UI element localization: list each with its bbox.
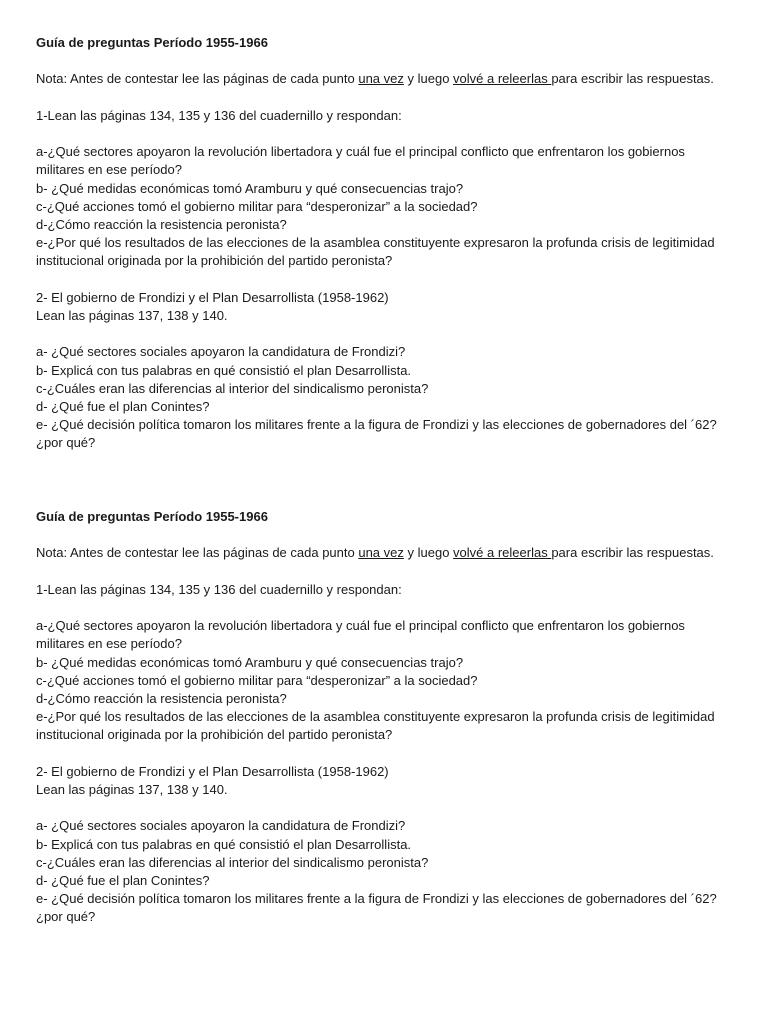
section2-question-b: b- Explicá con tus palabras en qué consistió el plan Desarrollista. bbox=[36, 362, 412, 378]
section2-question-a: a- ¿Qué sectores sociales apoyaron la candidatura de Frondizi? bbox=[36, 344, 406, 360]
note-underline-once: una vez bbox=[358, 71, 404, 87]
note-middle: y luego bbox=[403, 545, 454, 561]
note-suffix: para escribir las respuestas. bbox=[551, 71, 714, 87]
section1-question-a: a-¿Qué sectores apoyaron la revolución libertadora y cuál fue el principal conflicto que enfrentaron los gobiernos militares en ese período? bbox=[36, 144, 685, 178]
section1-question-d: d-¿Cómo reacción la resistencia peronista? bbox=[36, 216, 287, 232]
section1-intro: 1-Lean las páginas 134, 135 y 136 del cuadernillo y respondan: bbox=[36, 107, 402, 123]
note-prefix: Nota: Antes de contestar lee las páginas de cada punto bbox=[36, 71, 359, 87]
section2-heading: 2- El gobierno de Frondizi y el Plan Desarrollista (1958-1962) bbox=[36, 289, 389, 305]
guide-title: Guía de preguntas Período 1955-1966 bbox=[36, 35, 268, 50]
note-prefix: Nota: Antes de contestar lee las páginas de cada punto bbox=[36, 545, 359, 561]
section1-intro: 1-Lean las páginas 134, 135 y 136 del cuadernillo y respondan: bbox=[36, 581, 402, 597]
section1-question-c: c-¿Qué acciones tomó el gobierno militar para “desperonizar” a la sociedad? bbox=[36, 198, 478, 214]
guide-copy-1 bbox=[36, 34, 736, 453]
note-suffix: para escribir las respuestas. bbox=[551, 545, 714, 561]
section2-question-e: e- ¿Qué decisión política tomaron los militares frente a la figura de Frondizi y las elecciones de gobernadores del ´62? ¿por qué? bbox=[36, 417, 717, 451]
note-underline-reread: volvé a releerlas bbox=[453, 545, 552, 561]
section1-question-e: e-¿Por qué los resultados de las elecciones de la asamblea constituyente expresaron la profunda crisis de legitimidad institucional originada por la prohibición del partido peronista? bbox=[36, 709, 715, 743]
note-underline-reread: volvé a releerlas bbox=[453, 71, 552, 87]
section1-question-d: d-¿Cómo reacción la resistencia peronista? bbox=[36, 690, 287, 706]
section2-question-d: d- ¿Qué fue el plan Conintes? bbox=[36, 398, 210, 414]
note-underline-once: una vez bbox=[358, 545, 404, 561]
section2-question-e: e- ¿Qué decisión política tomaron los militares frente a la figura de Frondizi y las elecciones de gobernadores del ´62? ¿por qué? bbox=[36, 891, 717, 925]
section2-pages: Lean las páginas 137, 138 y 140. bbox=[36, 781, 228, 797]
section2-heading: 2- El gobierno de Frondizi y el Plan Desarrollista (1958-1962) bbox=[36, 763, 389, 779]
section2-question-b: b- Explicá con tus palabras en qué consistió el plan Desarrollista. bbox=[36, 836, 412, 852]
section1-question-c: c-¿Qué acciones tomó el gobierno militar para “desperonizar” a la sociedad? bbox=[36, 672, 478, 688]
section1-question-b: b- ¿Qué medidas económicas tomó Aramburu y qué consecuencias trajo? bbox=[36, 180, 464, 196]
section1-question-e: e-¿Por qué los resultados de las elecciones de la asamblea constituyente expresaron la profunda crisis de legitimidad institucional originada por la prohibición del partido peronista? bbox=[36, 235, 715, 269]
guide-note bbox=[36, 544, 736, 562]
section2-question-a: a- ¿Qué sectores sociales apoyaron la candidatura de Frondizi? bbox=[36, 818, 406, 834]
section2-question-d: d- ¿Qué fue el plan Conintes? bbox=[36, 872, 210, 888]
section1-question-b: b- ¿Qué medidas económicas tomó Aramburu y qué consecuencias trajo? bbox=[36, 654, 464, 670]
guide-note bbox=[36, 70, 736, 88]
section2-question-c: c-¿Cuáles eran las diferencias al interior del sindicalismo peronista? bbox=[36, 380, 429, 396]
guide-copy-2 bbox=[36, 508, 736, 927]
guide-title: Guía de preguntas Período 1955-1966 bbox=[36, 509, 268, 524]
section1-question-a: a-¿Qué sectores apoyaron la revolución libertadora y cuál fue el principal conflicto que enfrentaron los gobiernos militares en ese período? bbox=[36, 618, 685, 652]
section2-question-c: c-¿Cuáles eran las diferencias al interior del sindicalismo peronista? bbox=[36, 854, 429, 870]
note-middle: y luego bbox=[403, 71, 454, 87]
section2-pages: Lean las páginas 137, 138 y 140. bbox=[36, 307, 228, 323]
